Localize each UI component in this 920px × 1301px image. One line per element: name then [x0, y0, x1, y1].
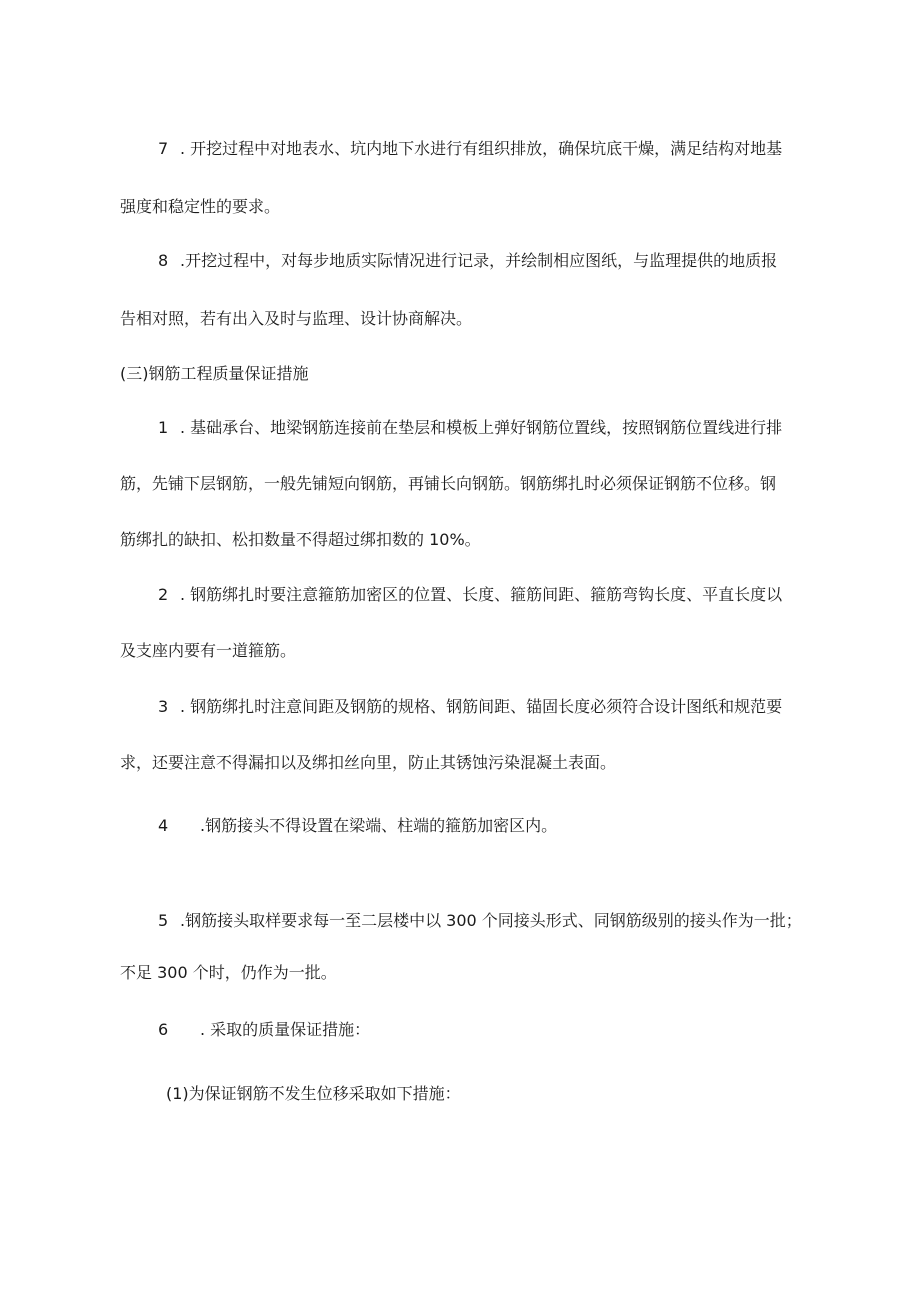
- item-number: 8: [158, 251, 169, 270]
- paragraph-text: 筋，先铺下层钢筋，一般先铺短向钢筋，再铺长向钢筋。钢筋绑扎时必须保证钢筋不位移。钢: [120, 474, 777, 493]
- paragraph-1-line-3: [120, 530, 481, 550]
- paragraph-text: 及支座内要有一道箍筋。: [120, 641, 297, 660]
- paragraph-1-line-1: [158, 418, 782, 438]
- paragraph-2-line-2: [120, 641, 296, 661]
- section-heading: [120, 364, 309, 384]
- paragraph-text: 告相对照，若有出入及时与监理、设计协商解决。: [120, 309, 473, 328]
- paragraph-text: . 钢筋绑扎时注意间距及钢筋的规格、钢筋间距、锚固长度必须符合设计图纸和规范要: [180, 697, 783, 716]
- item-number: 6: [158, 1020, 169, 1039]
- section-heading-text: (三)钢筋工程质量保证措施: [120, 364, 309, 383]
- paragraph-text: . 基础承台、地梁钢筋连接前在垫层和模板上弹好钢筋位置线，按照钢筋位置线进行排: [180, 418, 783, 437]
- paragraph-5-line-2: [120, 963, 337, 983]
- paragraph-text: 不足 300 个时，仍作为一批。: [120, 963, 337, 982]
- paragraph-text: . 采取的质量保证措施：: [200, 1020, 371, 1039]
- subitem-text: (1)为保证钢筋不发生位移采取如下措施：: [166, 1084, 461, 1103]
- paragraph-7-line-1: [158, 139, 782, 159]
- paragraph-3-line-2: [120, 753, 616, 773]
- paragraph-text: .钢筋接头取样要求每一至二层楼中以 300 个同接头形式、同钢筋级别的接头作为一批；: [180, 911, 802, 930]
- paragraph-text: 强度和稳定性的要求。: [120, 197, 281, 216]
- paragraph-7-line-2: [120, 197, 280, 217]
- paragraph-text: . 开挖过程中对地表水、坑内地下水进行有组织排放，确保坑底干燥，满足结构对地基: [180, 139, 783, 158]
- paragraph-3-line-1: [158, 697, 782, 717]
- paragraph-text: . 钢筋绑扎时要注意箍筋加密区的位置、长度、箍筋间距、箍筋弯钩长度、平直长度以: [180, 585, 783, 604]
- paragraph-6-line-1: [158, 1020, 370, 1040]
- paragraph-text: .钢筋接头不得设置在梁端、柱端的箍筋加密区内。: [200, 816, 558, 835]
- paragraph-text: 筋绑扎的缺扣、松扣数量不得超过绑扣数的 10%。: [120, 530, 481, 549]
- item-number: 7: [158, 139, 169, 158]
- item-number: 2: [158, 585, 169, 604]
- item-number: 5: [158, 911, 169, 930]
- paragraph-text: 求，还要注意不得漏扣以及绑扣丝向里，防止其锈蚀污染混凝土表面。: [120, 753, 617, 772]
- paragraph-8-line-1: [158, 251, 777, 271]
- paragraph-5-line-1: [158, 911, 802, 931]
- paragraph-2-line-1: [158, 585, 782, 605]
- paragraph-8-line-2: [120, 309, 472, 329]
- item-number: 4: [158, 816, 169, 835]
- paragraph-text: .开挖过程中，对每步地质实际情况进行记录，并绘制相应图纸，与监理提供的地质报: [180, 251, 778, 270]
- item-number: 3: [158, 697, 169, 716]
- paragraph-4-line-1: [158, 816, 557, 836]
- paragraph-1-line-2: [120, 474, 776, 494]
- subitem-1-line-1: [166, 1084, 461, 1104]
- item-number: 1: [158, 418, 169, 437]
